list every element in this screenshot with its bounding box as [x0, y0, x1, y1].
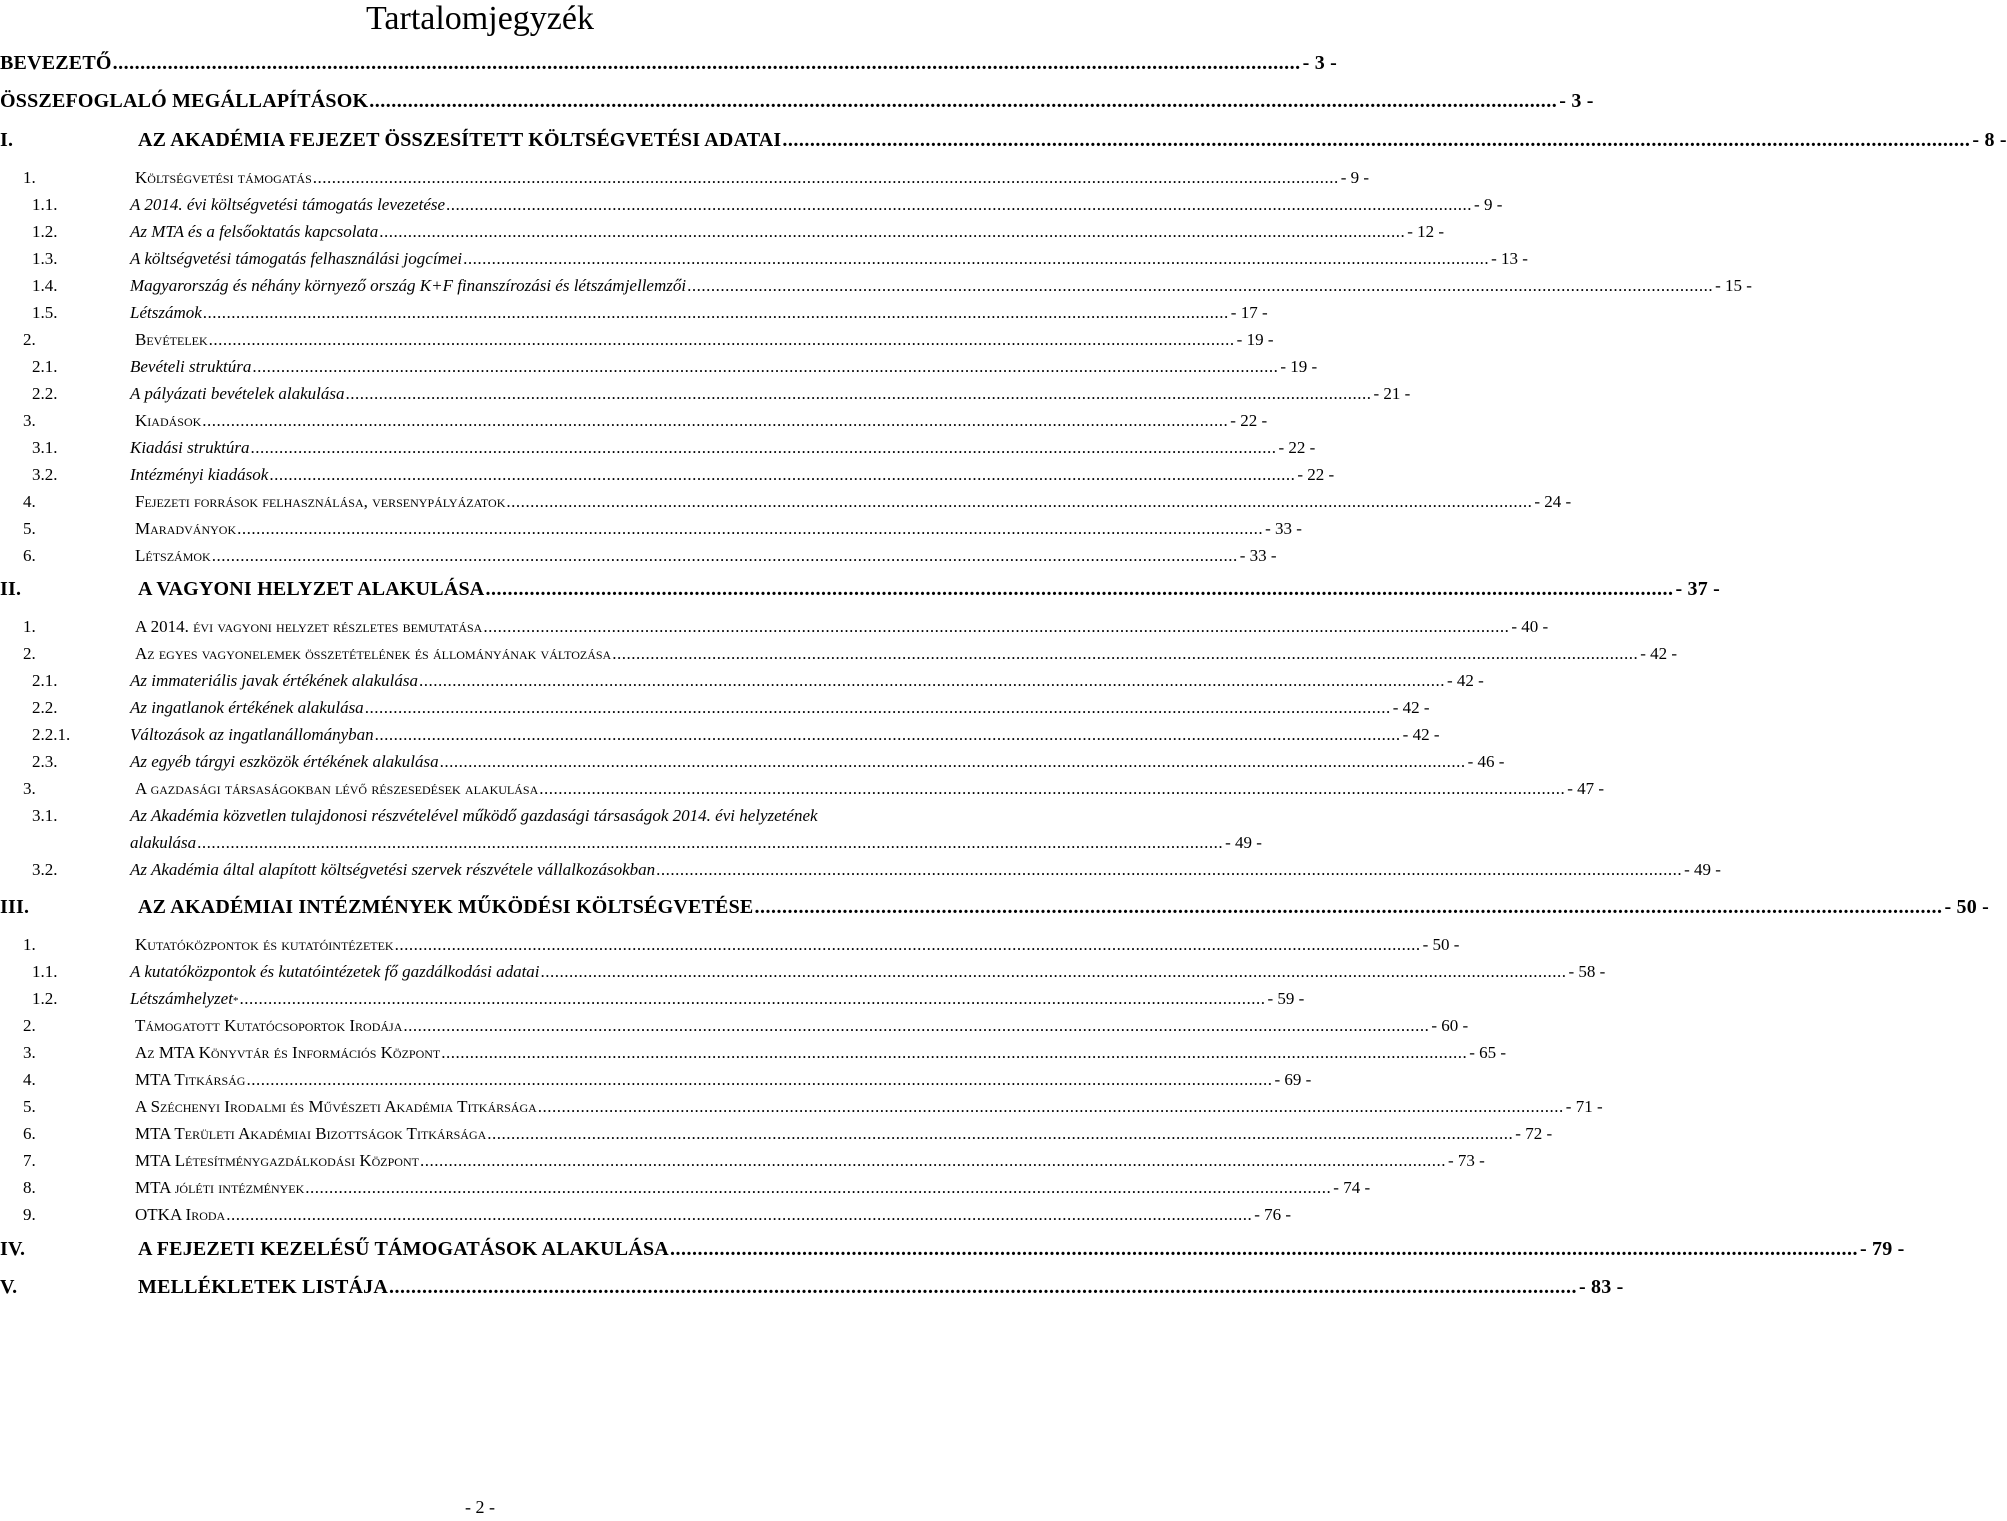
toc-entry[interactable] [0, 1238, 1905, 1261]
toc-entry-title: Magyarország és néhány környező ország K+F finanszírozási és létszámjellemzői [130, 276, 687, 295]
dot-leader [539, 779, 1565, 799]
toc-entry[interactable] [0, 896, 1989, 919]
toc-entry-title: A 2014. évi költségvetési támogatás levezetése [130, 195, 446, 214]
toc-entry[interactable] [0, 465, 1335, 485]
toc-entry-page: - 49 - [1225, 833, 1262, 852]
toc-entry-title: Támogatott Kutatócsoportok Irodája [135, 1016, 403, 1035]
toc-entry-page: - 19 - [1236, 330, 1274, 349]
toc-entry-number: 2. [23, 1016, 36, 1035]
dot-leader [485, 578, 1673, 601]
toc-entry-page: - 49 - [1684, 860, 1721, 879]
dot-leader [420, 1151, 1446, 1171]
toc-entry-title: Az MTA és a felsőoktatás kapcsolata [130, 222, 379, 241]
toc-entry-page: - 19 - [1280, 357, 1318, 376]
dot-leader [226, 1205, 1252, 1225]
dot-leader [203, 303, 1229, 323]
dot-leader [419, 671, 1445, 691]
toc-entry[interactable] [0, 90, 1594, 113]
toc-entry-title: MTA jóléti intézmények [135, 1178, 305, 1197]
toc-entry-page: - 42 - [1392, 698, 1430, 717]
toc-entry[interactable] [0, 617, 1549, 637]
toc-entry-number: 2. [23, 644, 36, 663]
dot-leader [251, 438, 1277, 458]
dot-leader [375, 725, 1401, 745]
toc-entry[interactable] [0, 644, 1678, 664]
toc-entry-number: II. [0, 578, 22, 600]
toc-entry-title: A Széchenyi Irodalmi és Művészeti Akadémia Titkársága [135, 1097, 537, 1116]
toc-entry-number: I. [0, 129, 14, 151]
footnote-marker: * [232, 995, 239, 1007]
dot-leader [209, 330, 1235, 350]
toc-entry-page: - 33 - [1265, 519, 1302, 538]
toc-entry[interactable] [0, 1205, 1292, 1225]
toc-entry-title: A költségvetési támogatás felhasználási jogcímei [130, 249, 463, 268]
toc-entry-page: - 47 - [1567, 779, 1605, 798]
dot-leader [269, 465, 1295, 485]
toc-entry-number: 2.2. [32, 698, 58, 717]
toc-entry[interactable] [0, 935, 1460, 955]
toc-entry-number: 1.1. [32, 195, 58, 214]
dot-leader [656, 860, 1682, 880]
toc-entry[interactable] [0, 1178, 1371, 1198]
toc-entry-page: - 9 - [1474, 195, 1503, 214]
toc-entry[interactable] [0, 195, 1503, 215]
toc-entry-title: MELLÉKLETEK LISTÁJA [138, 1276, 388, 1298]
toc-entry-number: 2.1. [32, 671, 58, 690]
dot-leader [754, 896, 1942, 919]
toc-entry-title: Intézményi kiadások [130, 465, 269, 484]
toc-entry-page: - 21 - [1373, 384, 1411, 403]
toc-entry-title: A 2014. évi vagyoni helyzet részletes bemutatása [135, 617, 483, 636]
toc-entry-page: - 22 - [1230, 411, 1268, 430]
dot-leader [487, 1124, 1513, 1144]
toc-entry-title: ÖSSZEFOGLALÓ MEGÁLLAPÍTÁSOK [0, 90, 369, 112]
toc-entry[interactable] [0, 411, 1268, 431]
toc-entry-page: - 71 - [1565, 1097, 1603, 1116]
dot-leader [305, 1178, 1331, 1198]
toc-entry-number: 7. [23, 1151, 36, 1170]
dot-leader [252, 357, 1278, 377]
toc-entry-number: V. [0, 1276, 18, 1298]
toc-entry-page: - 3 - [1559, 90, 1594, 112]
toc-entry-number: 3. [23, 1043, 36, 1062]
toc-entry-page: - 15 - [1715, 276, 1752, 295]
toc-entry-title: A pályázati bevételek alakulása [130, 384, 345, 403]
dot-leader [687, 276, 1713, 296]
toc-entry-page: - 13 - [1491, 249, 1528, 268]
toc-entry[interactable] [0, 129, 2007, 152]
toc-entry[interactable] [0, 752, 1505, 772]
toc-entry[interactable] [0, 1070, 1312, 1090]
toc-entry[interactable] [0, 1276, 1624, 1299]
toc-entry-number: III. [0, 896, 30, 918]
toc-entry-page: - 73 - [1447, 1151, 1485, 1170]
toc-entry-continuation[interactable] [0, 833, 1262, 853]
dot-leader [670, 1238, 1858, 1261]
toc-entry-title: Maradványok [135, 519, 237, 538]
toc-entry-title: Költségvetési támogatás [135, 168, 312, 187]
toc-entry-title: Bevételi struktúra [130, 357, 252, 376]
toc-entry-page: - 24 - [1534, 492, 1572, 511]
toc-entry-number: 1.2. [32, 989, 58, 1008]
toc-entry-number: 8. [23, 1178, 36, 1197]
toc-entry-title: Az MTA Könyvtár és Információs Központ [135, 1043, 441, 1062]
toc-entry[interactable] [0, 1151, 1485, 1171]
toc-entry-title: OTKA Iroda [135, 1205, 226, 1224]
dot-leader [113, 52, 1301, 75]
dot-leader [313, 168, 1339, 188]
dot-leader [237, 519, 1263, 539]
toc-entry-title: Kutatóközpontok és kutatóintézetek [135, 935, 394, 954]
toc-entry-page: - 60 - [1431, 1016, 1469, 1035]
toc-entry-number: 2. [23, 330, 36, 349]
toc-entry-page: - 79 - [1859, 1238, 1905, 1260]
toc-entry-number: 3.1. [32, 438, 58, 457]
toc-entry[interactable] [0, 671, 1484, 691]
dot-leader [612, 644, 1638, 664]
toc-entry-page: - 42 - [1446, 671, 1484, 690]
toc-entry-page: - 42 - [1640, 644, 1678, 663]
toc-entry-page: - 58 - [1568, 962, 1606, 981]
toc-entry-page: - 8 - [1972, 129, 2007, 151]
toc-entry-number: 1. [23, 617, 36, 636]
toc-entry-page: - 76 - [1254, 1205, 1292, 1224]
toc-entry-title: Az egyes vagyonelemek összetételének és állományának változása [135, 644, 612, 663]
toc-entry-page: - 72 - [1515, 1124, 1553, 1143]
toc-entry-page: - 50 - [1944, 896, 1989, 918]
dot-leader [239, 989, 1265, 1009]
dot-leader [440, 752, 1466, 772]
page-number: - 2 - [465, 1497, 495, 1517]
toc-entry-title: A FEJEZETI KEZELÉSŰ TÁMOGATÁSOK ALAKULÁSA [138, 1238, 669, 1260]
toc-entry-title: Kiadások [135, 411, 202, 430]
toc-entry[interactable] [0, 806, 960, 826]
dot-leader [246, 1070, 1272, 1090]
dot-leader [212, 546, 1238, 566]
toc-entry-number: 4. [23, 1070, 36, 1089]
toc-entry-number: IV. [0, 1238, 26, 1260]
toc-entry[interactable] [0, 168, 1370, 188]
toc-entry-title: Létszámok [135, 546, 211, 565]
dot-leader [379, 222, 1405, 242]
toc-entry-number: 2.2.1. [32, 725, 71, 744]
toc-entry-title: MTA Területi Akadémiai Bizottságok Titkársága [135, 1124, 487, 1143]
toc-entry[interactable] [0, 779, 1605, 799]
toc-entry[interactable] [0, 860, 1721, 880]
toc-entry-page: - 50 - [1422, 935, 1460, 954]
toc-entry-title: Az immateriális javak értékének alakulása [130, 671, 418, 690]
toc-entry[interactable] [0, 492, 1572, 512]
toc-entry-number: 1.2. [32, 222, 58, 241]
dot-leader [365, 698, 1391, 718]
toc-entry[interactable] [0, 989, 1305, 1009]
toc-entry-title: Bevételek [135, 330, 208, 349]
toc-entry[interactable] [0, 1043, 1507, 1063]
toc-entry[interactable] [0, 357, 1318, 377]
toc-entry-number: 6. [23, 1124, 36, 1143]
dot-leader [345, 384, 1371, 404]
toc-entry-number: 3.2. [32, 465, 58, 484]
toc-entry-page: - 37 - [1675, 578, 1720, 600]
dot-leader [395, 935, 1421, 955]
toc-entry-title: Az egyéb tárgyi eszközök értékének alakulása [130, 752, 439, 771]
toc-entry[interactable] [0, 698, 1430, 718]
toc-entry-title-continued: alakulása [130, 833, 197, 852]
toc-entry-title: Az ingatlanok értékének alakulása [130, 698, 364, 717]
toc-entry-title: Változások az ingatlanállományban [130, 725, 374, 744]
toc-entry-page: - 40 - [1511, 617, 1549, 636]
dot-leader [541, 962, 1567, 982]
toc-entry-number: 2.1. [32, 357, 58, 376]
toc-entry[interactable] [0, 303, 1268, 323]
dot-leader [441, 1043, 1467, 1063]
toc-entry-title: A kutatóközpontok és kutatóintézetek fő gazdálkodási adatai [130, 962, 540, 981]
toc-entry-number: 3. [23, 411, 36, 430]
toc-entry[interactable] [0, 1097, 1603, 1117]
toc-entry[interactable] [0, 1016, 1469, 1036]
toc-entry-title: Kiadási struktúra [130, 438, 250, 457]
dot-leader [506, 492, 1532, 512]
toc-entry[interactable] [0, 546, 1277, 566]
toc-entry-number: 5. [23, 1097, 36, 1116]
toc-entry-title: Fejezeti források felhasználása, versenypályázatok [135, 492, 506, 511]
toc-entry-number: 6. [23, 546, 36, 565]
dot-leader [369, 90, 1557, 113]
toc-entry-title: Az Akadémia közvetlen tulajdonosi részvételével működő gazdasági társaságok 2014. évi helyzetének [130, 806, 818, 825]
toc-entry-page: - 22 - [1297, 465, 1335, 484]
toc-entry-number: 1.1. [32, 962, 58, 981]
toc-entry-page: - 59 - [1267, 989, 1305, 1008]
toc-entry[interactable] [0, 249, 1528, 269]
toc-entry-page: - 33 - [1239, 546, 1277, 565]
toc-entry-page: - 3 - [1302, 52, 1337, 74]
toc-entry-title: MTA Létesítménygazdálkodási Központ [135, 1151, 419, 1170]
toc-entry-number: 1. [23, 935, 36, 954]
toc-entry-number: 3.2. [32, 860, 58, 879]
toc-entry[interactable] [0, 519, 1302, 539]
toc-entry-page: - 46 - [1467, 752, 1505, 771]
dot-leader [483, 617, 1509, 637]
toc-entry-number: 2.3. [32, 752, 58, 771]
toc-entry[interactable] [0, 52, 1337, 75]
toc-entry-page: - 69 - [1274, 1070, 1312, 1089]
toc-entry-number: 2.2. [32, 384, 58, 403]
toc-entry-title: MTA Titkárság [135, 1070, 246, 1089]
dot-leader [389, 1276, 1577, 1299]
toc-entry-title: Az Akadémia által alapított költségvetési szervek részvétele vállalkozásokban [130, 860, 656, 879]
toc-entry-number: 1. [23, 168, 36, 187]
toc-entry-page: - 74 - [1333, 1178, 1371, 1197]
toc-entry-title: A VAGYONI HELYZET ALAKULÁSA [138, 578, 485, 600]
toc-entry-page: - 17 - [1230, 303, 1268, 322]
toc-entry-number: 5. [23, 519, 36, 538]
toc-entry-page: - 22 - [1278, 438, 1316, 457]
page-title: Tartalomjegyzék [366, 0, 594, 37]
toc-entry-page: - 9 - [1340, 168, 1370, 187]
toc-entry-title: BEVEZETŐ [0, 52, 112, 74]
toc-entry-number: 3.1. [32, 806, 58, 825]
toc-entry-number: 3. [23, 779, 36, 798]
toc-entry-page: - 12 - [1407, 222, 1445, 241]
toc-entry-title: AZ AKADÉMIA FEJEZET ÖSSZESÍTETT KÖLTSÉGVETÉSI ADATAI [138, 129, 782, 151]
dot-leader [538, 1097, 1564, 1117]
toc-entry-number: 1.3. [32, 249, 58, 268]
toc-entry-title: Létszámok [130, 303, 202, 322]
toc-entry[interactable] [0, 222, 1445, 242]
dot-leader [463, 249, 1489, 269]
toc-entry[interactable] [0, 725, 1440, 745]
dot-leader [202, 411, 1228, 431]
toc-entry[interactable] [0, 276, 1752, 296]
toc-entry[interactable] [0, 384, 1411, 404]
toc-entry-number: 9. [23, 1205, 36, 1224]
toc-entry-title: AZ AKADÉMIAI INTÉZMÉNYEK MŰKÖDÉSI KÖLTSÉGVETÉSE [138, 896, 754, 918]
toc-entry-number: 1.5. [32, 303, 58, 322]
toc-entry[interactable] [0, 1124, 1553, 1144]
toc-entry-number: 4. [23, 492, 36, 511]
toc-entry-title: A gazdasági társaságokban lévő részesedések alakulása [135, 779, 539, 798]
toc-entry-page: - 83 - [1578, 1276, 1624, 1298]
toc-entry[interactable] [0, 330, 1274, 350]
dot-leader [446, 195, 1472, 215]
toc-entry-page: - 42 - [1402, 725, 1440, 744]
toc-entry-page: - 65 - [1469, 1043, 1507, 1062]
toc-entry[interactable] [0, 578, 1720, 601]
toc-entry[interactable] [0, 962, 1606, 982]
dot-leader [782, 129, 1970, 152]
toc-entry-number: 1.4. [32, 276, 58, 295]
toc-entry-title: Létszámhelyzet [130, 989, 233, 1008]
toc-entry[interactable] [0, 438, 1316, 458]
dot-leader [403, 1016, 1429, 1036]
dot-leader [197, 833, 1223, 853]
